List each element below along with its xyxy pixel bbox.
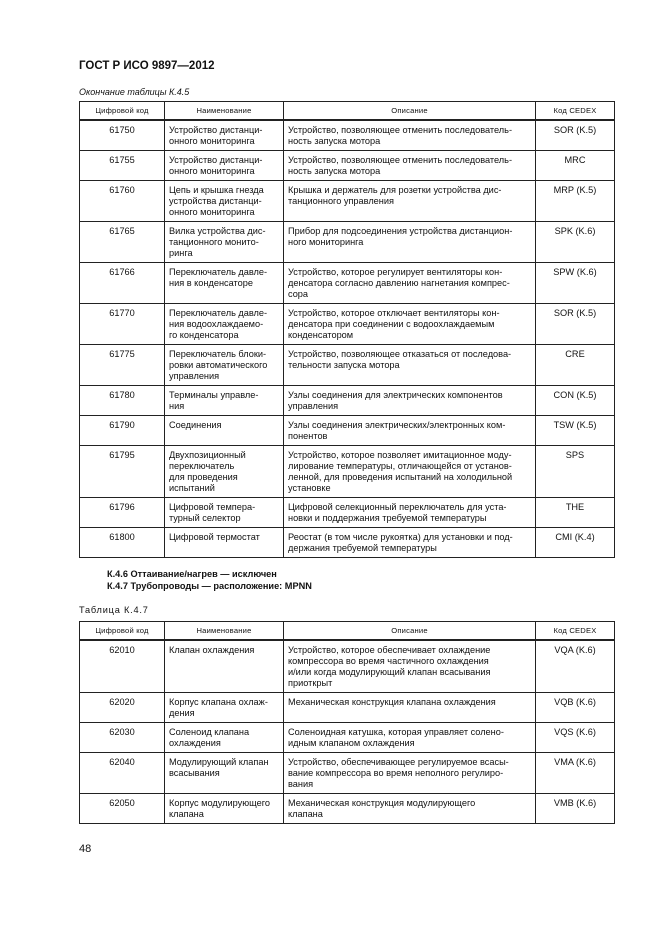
cell-description: Цифровой селекционный переключатель для уста- новки и поддержания требуемой температуры [284, 498, 536, 528]
table-k45 [79, 101, 615, 558]
cell-cedex: SOR (K.5) [536, 120, 615, 151]
section-k47-heading: К.4.7 Трубопроводы — расположение: MPNN [107, 580, 312, 591]
cell-cedex: MRP (K.5) [536, 181, 615, 222]
cell-name: Цифровой термостат [165, 528, 284, 558]
column-header-cedex: Код CEDEX [536, 102, 615, 121]
cell-code: 62050 [80, 794, 165, 824]
cell-description: Устройство, обеспечивающее регулируемое всасы- вание компрессора во время неполного регулиро- вания [284, 753, 536, 794]
cell-cedex: CON (K.5) [536, 386, 615, 416]
cell-name: Вилка устройства дис- танционного монито- ринга [165, 222, 284, 263]
cell-name: Терминалы управле- ния [165, 386, 284, 416]
cell-cedex: THE [536, 498, 615, 528]
cell-code: 61790 [80, 416, 165, 446]
cell-name: Модулирующий клапан всасывания [165, 753, 284, 794]
cell-code: 61766 [80, 263, 165, 304]
cell-description: Устройство, которое обеспечивает охлаждение компрессора во время частичного охлаждения и/или когда модулирующий клапан всасывания приоткрыт [284, 640, 536, 693]
cell-name: Переключатель давле- ния водоохлаждаемо- го конденсатора [165, 304, 284, 345]
section-k46-heading: К.4.6 Оттаивание/нагрев — исключен [107, 569, 277, 579]
cell-description: Устройство, которое регулирует вентиляторы кон- денсатора согласно давлению нагнетания компрес- сора [284, 263, 536, 304]
cell-description: Прибор для подсоединения устройства дистанцион- ного мониторинга [284, 222, 536, 263]
cell-description: Устройство, позволяющее отменить последователь- ность запуска мотора [284, 120, 536, 151]
cell-cedex: VMB (K.6) [536, 794, 615, 824]
cell-cedex: SOR (K.5) [536, 304, 615, 345]
table-row [80, 416, 615, 446]
cell-cedex: SPK (K.6) [536, 222, 615, 263]
cell-description: Соленоидная катушка, которая управляет солено- идным клапаном охлаждения [284, 723, 536, 753]
table-k47 [79, 621, 615, 824]
table-row [80, 640, 615, 693]
cell-name: Цепь и крышка гнезда устройства дистанци- онного мониторинга [165, 181, 284, 222]
cell-name: Клапан охлаждения [165, 640, 284, 693]
column-header-cedex: Код CEDEX [536, 622, 615, 641]
cell-cedex: VQA (K.6) [536, 640, 615, 693]
cell-name: Устройство дистанци- онного мониторинга [165, 151, 284, 181]
table-k47-caption: Таблица К.4.7 [79, 605, 149, 615]
cell-description: Крышка и держатель для розетки устройства дис- танционного управления [284, 181, 536, 222]
table-row [80, 498, 615, 528]
cell-code: 61760 [80, 181, 165, 222]
table-row [80, 723, 615, 753]
cell-code: 61770 [80, 304, 165, 345]
table-header-row [80, 102, 615, 121]
cell-description: Устройство, позволяющее отменить последователь- ность запуска мотора [284, 151, 536, 181]
cell-cedex: SPS [536, 446, 615, 498]
table-header-row [80, 622, 615, 641]
table-row [80, 304, 615, 345]
table-row [80, 528, 615, 558]
cell-description: Устройство, которое отключает вентиляторы кон- денсатора при соединении с водоохлаждаемым конденсатором [284, 304, 536, 345]
cell-code: 61750 [80, 120, 165, 151]
cell-cedex: VMA (K.6) [536, 753, 615, 794]
cell-description: Устройство, которое позволяет имитационное моду- лирование температуры, отличающейся от установ- ленной, для проведения испытаний на холодильной установке [284, 446, 536, 498]
table-row [80, 753, 615, 794]
cell-code: 61780 [80, 386, 165, 416]
table-row [80, 120, 615, 151]
cell-code: 62030 [80, 723, 165, 753]
cell-name: Цифровой темпера- турный селектор [165, 498, 284, 528]
table-row [80, 222, 615, 263]
cell-description: Механическая конструкция модулирующего клапана [284, 794, 536, 824]
cell-cedex: CMI (K.4) [536, 528, 615, 558]
cell-code: 62020 [80, 693, 165, 723]
cell-code: 61765 [80, 222, 165, 263]
page-number: 48 [79, 843, 92, 855]
table-k45-caption: Окончание таблицы К.4.5 [79, 87, 190, 97]
cell-name: Устройство дистанци- онного мониторинга [165, 120, 284, 151]
table-row [80, 446, 615, 498]
column-header-code: Цифровой код [80, 102, 165, 121]
cell-cedex: VQB (K.6) [536, 693, 615, 723]
cell-description: Узлы соединения электрических/электронных ком- понентов [284, 416, 536, 446]
column-header-description: Описание [284, 102, 536, 121]
table-row [80, 263, 615, 304]
table-row [80, 386, 615, 416]
cell-name: Корпус клапана охлаж- дения [165, 693, 284, 723]
cell-cedex: CRE [536, 345, 615, 386]
cell-cedex: MRC [536, 151, 615, 181]
cell-cedex: VQS (K.6) [536, 723, 615, 753]
cell-name: Соленоид клапана охлаждения [165, 723, 284, 753]
document-header: ГОСТ Р ИСО 9897—2012 [79, 60, 215, 72]
cell-name: Соединения [165, 416, 284, 446]
cell-description: Устройство, позволяющее отказаться от последова- тельности запуска мотора [284, 345, 536, 386]
cell-code: 62040 [80, 753, 165, 794]
table-row [80, 181, 615, 222]
cell-description: Узлы соединения для электрических компонентов управления [284, 386, 536, 416]
cell-code: 61800 [80, 528, 165, 558]
table-row [80, 345, 615, 386]
cell-description: Механическая конструкция клапана охлаждения [284, 693, 536, 723]
cell-name: Переключатель давле- ния в конденсаторе [165, 263, 284, 304]
cell-code: 61796 [80, 498, 165, 528]
cell-cedex: TSW (K.5) [536, 416, 615, 446]
cell-cedex: SPW (K.6) [536, 263, 615, 304]
cell-name: Переключатель блоки- ровки автоматического управления [165, 345, 284, 386]
cell-name: Двухпозиционный переключатель для проведения испытаний [165, 446, 284, 498]
column-header-name: Наименование [165, 102, 284, 121]
cell-code: 61795 [80, 446, 165, 498]
table-row [80, 693, 615, 723]
column-header-code: Цифровой код [80, 622, 165, 641]
column-header-name: Наименование [165, 622, 284, 641]
column-header-description: Описание [284, 622, 536, 641]
cell-description: Реостат (в том числе рукоятка) для установки и под- держания требуемой температуры [284, 528, 536, 558]
cell-name: Корпус модулирующего клапана [165, 794, 284, 824]
cell-code: 61775 [80, 345, 165, 386]
cell-code: 62010 [80, 640, 165, 693]
section-headings [107, 569, 312, 592]
cell-code: 61755 [80, 151, 165, 181]
table-row [80, 151, 615, 181]
table-row [80, 794, 615, 824]
